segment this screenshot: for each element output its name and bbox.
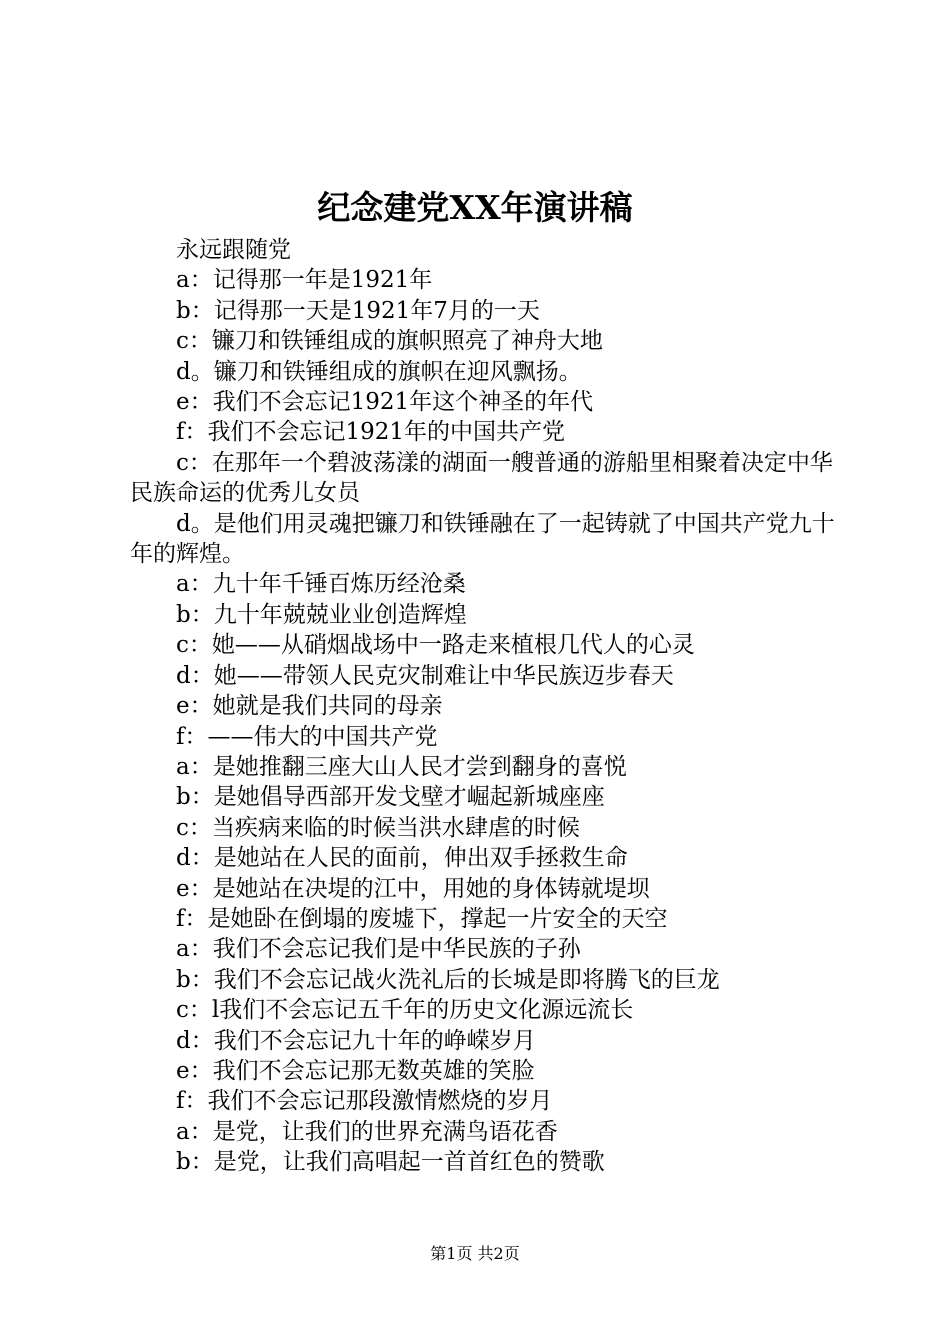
paragraph: d。镰刀和铁锤组成的旗帜在迎风飘扬。 [176, 358, 582, 385]
paragraph: c：镰刀和铁锤组成的旗帜照亮了神舟大地 [176, 328, 603, 355]
paragraph: e：我们不会忘记1921年这个神圣的年代 [176, 389, 594, 416]
paragraph: f：——伟大的中国共产党 [176, 723, 438, 750]
paragraph: b：我们不会忘记战火洗礼后的长城是即将腾飞的巨龙 [176, 966, 720, 993]
paragraph: d：是她站在人民的面前，伸出双手拯救生命 [176, 845, 628, 872]
paragraph: f：我们不会忘记那段激情燃烧的岁月 [176, 1088, 553, 1115]
page-number-footer: 第1页 共2页 [430, 1244, 520, 1263]
paragraph: d：我们不会忘记九十年的峥嵘岁月 [176, 1027, 536, 1054]
paragraph: e：是她站在决堤的江中，用她的身体铸就堤坝 [176, 875, 650, 902]
paragraph: a：是她推翻三座大山人民才尝到翻身的喜悦 [176, 753, 627, 780]
paragraph: c：当疾病来临的时候当洪水肆虐的时候 [176, 814, 580, 841]
paragraph: a：是党，让我们的世界充满鸟语花香 [176, 1118, 558, 1145]
paragraph: f：是她卧在倒塌的废墟下，撑起一片安全的天空 [176, 905, 668, 932]
paragraph: e：她就是我们共同的母亲 [176, 693, 443, 720]
paragraph: a：九十年千锤百炼历经沧桑 [176, 571, 466, 598]
paragraph: c：l我们不会忘记五千年的历史文化源远流长 [176, 997, 634, 1024]
paragraph: c：在那年一个碧波荡漾的湖面一艘普通的游船里相聚着决定中华民族命运的优秀儿女员 [130, 449, 833, 507]
paragraph: b：九十年兢兢业业创造辉煌 [176, 601, 467, 628]
paragraph: d：她——带领人民克灾制难让中华民族迈步春天 [176, 662, 674, 689]
paragraph: f：我们不会忘记1921年的中国共产党 [176, 419, 566, 446]
paragraph: c：她——从硝烟战场中一路走来植根几代人的心灵 [176, 632, 695, 659]
paragraph: b：记得那一天是1921年7月的一天 [176, 297, 540, 324]
paragraph: e：我们不会忘记那无数英雄的笑脸 [176, 1057, 535, 1084]
paragraph: a：记得那一年是1921年 [176, 267, 433, 294]
document-body [130, 235, 835, 1178]
paragraph: 永远跟随党 [176, 237, 291, 263]
paragraph: a：我们不会忘记我们是中华民族的子孙 [176, 936, 581, 963]
paragraph: d。是他们用灵魂把镰刀和铁锤融在了一起铸就了中国共产党九十年的辉煌。 [130, 510, 835, 568]
document-title: 纪念建党XX年演讲稿 [317, 188, 633, 227]
paragraph: b：是她倡导西部开发戈壁才崛起新城座座 [176, 784, 605, 811]
paragraph: b：是党，让我们高唱起一首首红色的赞歌 [176, 1149, 605, 1176]
